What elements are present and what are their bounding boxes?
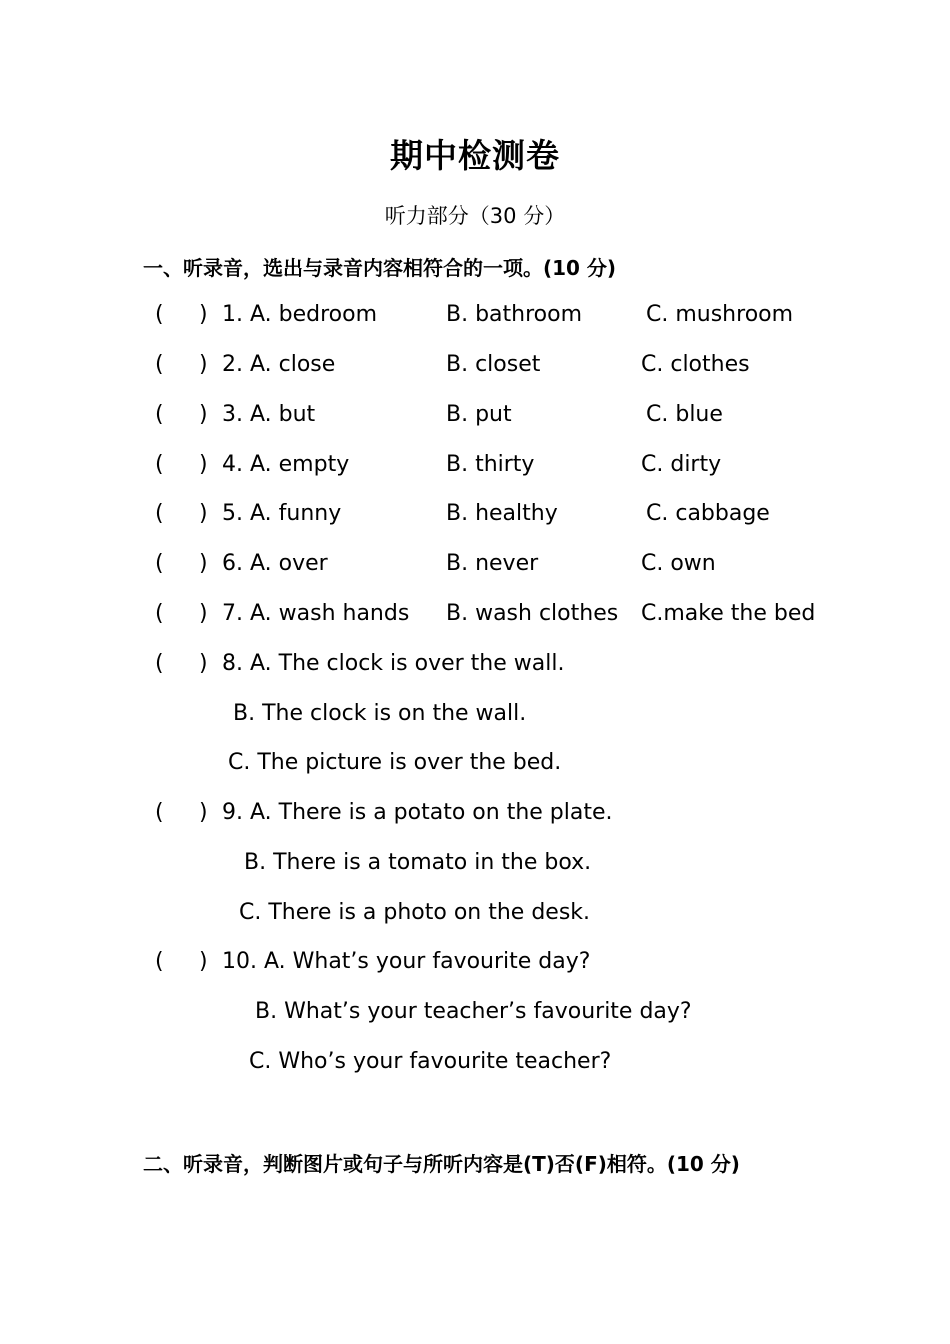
question-row: [0, 599, 950, 629]
question-row: [0, 350, 950, 380]
answer-blank-open[interactable]: (: [155, 302, 164, 327]
answer-blank-close: ): [199, 352, 208, 377]
option-c: C. The picture is over the bed.: [228, 750, 562, 775]
option-a: 1. A. bedroom: [222, 302, 378, 327]
option-c: C. clothes: [641, 352, 750, 377]
answer-blank-close: ): [199, 302, 208, 327]
section-2-heading: 二、听录音，判断图片或句子与所听内容是(T)否(F)相符。(10 分): [143, 1152, 740, 1176]
option-a: 10. A. What’s your favourite day?: [222, 949, 591, 974]
question-row: [0, 649, 950, 679]
option-a: 2. A. close: [222, 352, 336, 377]
option-c: C.make the bed: [641, 601, 816, 626]
option-b: B. There is a tomato in the box.: [244, 850, 592, 875]
answer-blank-open[interactable]: (: [155, 501, 164, 526]
answer-blank-open[interactable]: (: [155, 551, 164, 576]
option-b: B. What’s your teacher’s favourite day?: [255, 999, 692, 1024]
option-a: 5. A. funny: [222, 501, 342, 526]
question-row: [0, 300, 950, 330]
answer-blank-close: ): [199, 551, 208, 576]
answer-blank-close: ): [199, 402, 208, 427]
option-b: B. healthy: [446, 501, 558, 526]
page-subtitle: 听力部分（30 分）: [384, 204, 566, 228]
answer-blank-open[interactable]: (: [155, 402, 164, 427]
section-1-heading: 一、听录音，选出与录音内容相符合的一项。(10 分): [143, 256, 617, 280]
answer-blank-open[interactable]: (: [155, 352, 164, 377]
question-row: [0, 798, 950, 828]
answer-blank-close: ): [199, 651, 208, 676]
page-title: 期中检测卷: [390, 136, 560, 175]
answer-blank-open[interactable]: (: [155, 800, 164, 825]
option-c: C. own: [641, 551, 716, 576]
answer-blank-open[interactable]: (: [155, 949, 164, 974]
option-c: C. blue: [646, 402, 723, 427]
question-row: [0, 400, 950, 430]
option-a: 8. A. The clock is over the wall.: [222, 651, 565, 676]
answer-blank-close: ): [199, 601, 208, 626]
question-row: [0, 450, 950, 480]
option-b: B. closet: [446, 352, 541, 377]
option-b: B. never: [446, 551, 539, 576]
option-b: B. bathroom: [446, 302, 583, 327]
option-a: 7. A. wash hands: [222, 601, 410, 626]
option-c: C. dirty: [641, 452, 722, 477]
option-c: C. There is a photo on the desk.: [239, 900, 591, 925]
answer-blank-close: ): [199, 452, 208, 477]
question-row: [0, 947, 950, 977]
answer-blank-close: ): [199, 800, 208, 825]
answer-blank-open[interactable]: (: [155, 452, 164, 477]
option-a: 3. A. but: [222, 402, 316, 427]
answer-blank-close: ): [199, 501, 208, 526]
answer-blank-open[interactable]: (: [155, 601, 164, 626]
question-row: [0, 549, 950, 579]
option-b: B. wash clothes: [446, 601, 619, 626]
option-a: 4. A. empty: [222, 452, 350, 477]
option-c: C. cabbage: [646, 501, 770, 526]
answer-blank-open[interactable]: (: [155, 651, 164, 676]
option-b: B. The clock is on the wall.: [233, 701, 527, 726]
answer-blank-close: ): [199, 949, 208, 974]
option-a: 9. A. There is a potato on the plate.: [222, 800, 613, 825]
option-c: C. Who’s your favourite teacher?: [249, 1049, 612, 1074]
question-row: [0, 499, 950, 529]
option-b: B. thirty: [446, 452, 535, 477]
option-b: B. put: [446, 402, 512, 427]
option-c: C. mushroom: [646, 302, 794, 327]
option-a: 6. A. over: [222, 551, 328, 576]
